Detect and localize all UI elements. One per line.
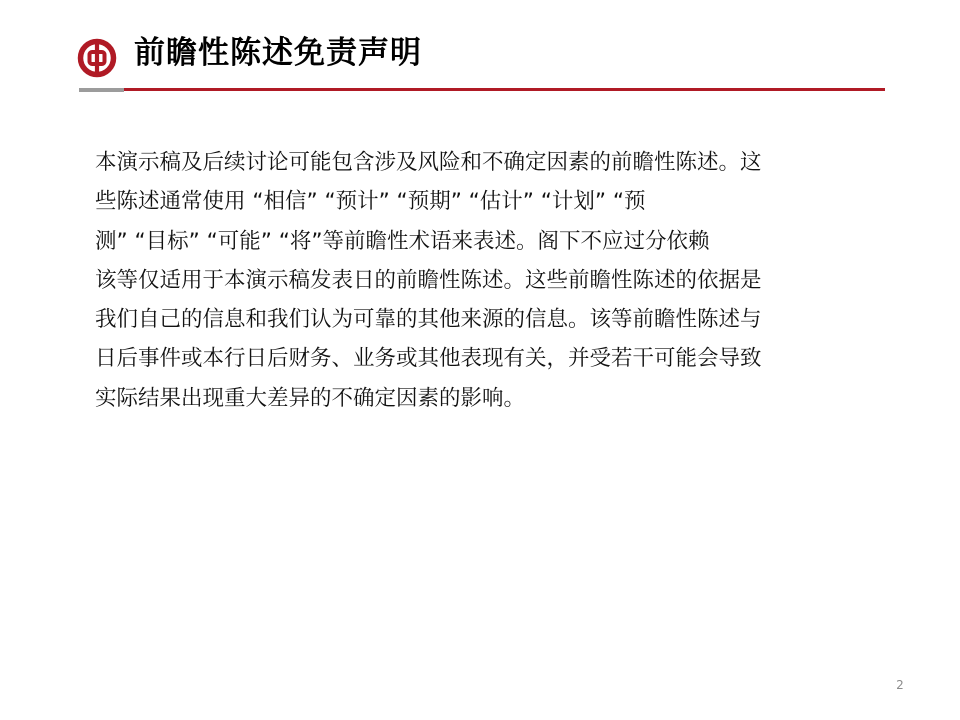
disclaimer-line: 我们自己的信息和我们认为可靠的其他来源的信息。该等前瞻性陈述与 bbox=[95, 307, 762, 333]
disclaimer-line: 该等仅适用于本演示稿发表日的前瞻性陈述。这些前瞻性陈述的依据是 bbox=[95, 267, 762, 293]
page-number: 2 bbox=[896, 678, 904, 692]
disclaimer-line: 日后事件或本行日后财务、业务或其他表现有关，并受若干可能会导致 bbox=[95, 346, 762, 372]
disclaimer-paragraph bbox=[95, 143, 871, 418]
bank-of-china-logo-icon bbox=[77, 38, 117, 78]
disclaimer-line: 实际结果出现重大差异的不确定因素的影响。 bbox=[95, 385, 526, 411]
title-underline-red bbox=[124, 88, 885, 91]
disclaimer-line: 本演示稿及后续讨论可能包含涉及风险和不确定因素的前瞻性陈述。这 bbox=[95, 150, 762, 175]
disclaimer-line: 些陈述通常使用 “相信” “预计” “预期” “估计” “计划” “预 bbox=[95, 189, 646, 215]
page-title: 前瞻性陈述免责声明 bbox=[134, 35, 422, 71]
disclaimer-line: 测” “目标” “可能” “将”等前瞻性术语来表述。阁下不应过分依赖 bbox=[95, 228, 710, 254]
title-underline-grey bbox=[79, 88, 124, 92]
